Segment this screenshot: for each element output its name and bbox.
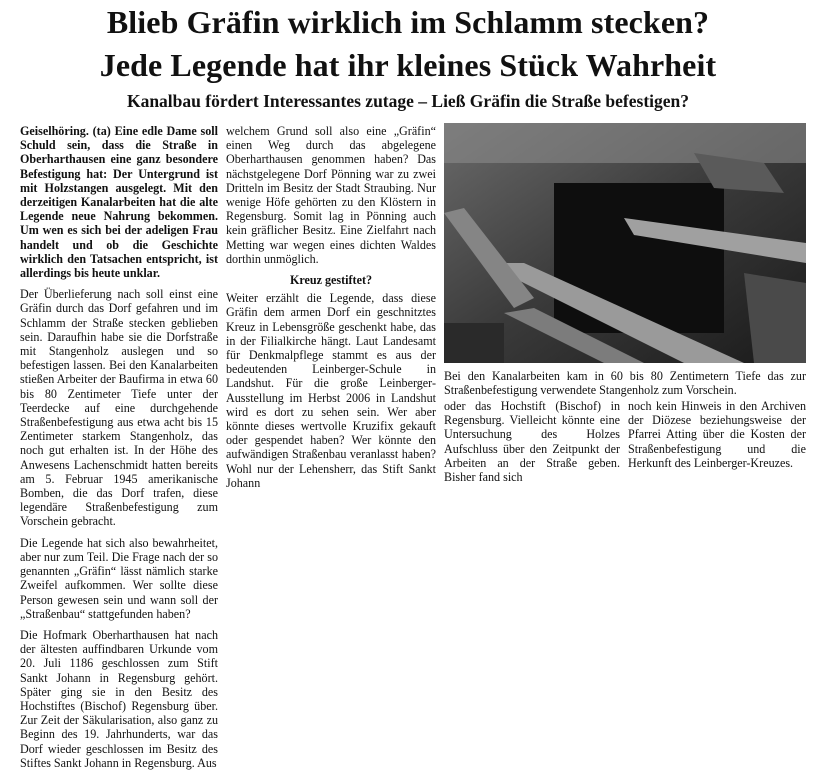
headline-line-2: Jede Legende hat ihr kleines Stück Wahrheit — [99, 47, 717, 83]
body-paragraph: welchem Grund soll also eine „Gräfin“ einen Weg durch das abgelegene Oberharthausen genommen haben? Das nächstgelegene Dorf Pönning war zu zwei Dritteln im Besitz der Stadt Straubing. Nur wenige Höfe gehörten zu den Klöstern in Regensburg. Somit lag in Pönning auch kein gräflicher Besitz. Eine Zielfahrt nach Metting war wegen eines dichten Waldes dorthin unmöglich. — [226, 124, 436, 266]
photo-caption: Bei den Kanalarbeiten kam in 60 bis 80 Zentimetern Tiefe das zur Straßenbefestigung verwendete Stangenholz zum Vorschein. — [444, 369, 806, 398]
body-paragraph: Die Legende hat sich also bewahrheitet, aber nur zum Teil. Die Frage nach der so genannten „Gräfin“ lässt nämlich starke Zweifel aufkommen. Wer sollte diese Person gewesen sein und wann soll der „Straßenbau“ stattgefunden haben? — [20, 535, 218, 621]
article-column-2 — [226, 124, 436, 497]
excavation-photo — [444, 123, 806, 363]
body-paragraph: Der Überlieferung nach soll einst eine Gräfin durch das Dorf gefahren und im Schlamm der Straße stecken geblieben sein. Daraufhin habe sie die Dorfstraße mit Stangenholz auslegen und so befestigen lassen. Bei den Kanalarbeiten stießen Arbeiter der Baufirma in etwa 60 bis 80 Zentimeter Tiefe unter der Teerdecke auf eine durchgehende Straßenbefestigung aus etwa acht bis 15 Zentimeter starkem Stangenholz, das noch gut erhalten ist. In der Höhe des Anwesens Lachenschmidt hatten bereits am 5. Februar 1945 amerikanische Bomben, die das Dorf trafen, diese legendäre Straßenbefestigung zum Vorschein gebracht. — [20, 287, 218, 529]
article-column-3 — [444, 399, 620, 491]
body-paragraph: noch kein Hinweis in den Archiven der Diözese beziehungsweise der Pfarrei Atting über die Kosten der Straßenbefestigung und die Herkunft des Leinberger-Kreuzes. — [628, 399, 806, 470]
excavation-photo-icon — [444, 123, 806, 363]
subheading: Kreuz gestiftet? — [289, 273, 373, 288]
headline-line-1: Blieb Gräfin wirklich im Schlamm stecken? — [106, 4, 710, 40]
body-paragraph: Weiter erzählt die Legende, dass diese Gräfin dem armen Dorf ein geschnitztes Kreuz in Lebensgröße geschenkt habe, das in der Filialkirche hängt. Laut Landesamt für Denkmalpflege stammt es aus der bedeutenden Leinberger-Schule in Landshut. Für die große Leinberger-Ausstellung im Herbst 2006 in Landshut wird es dort zu sehen sein. Wer aber könnte dieses wertvolle Kruzifix gekauft oder gespendet haben? Wer könnte den aufwändigen Straßenbau veranlasst haben? Wohl nur der Lehensherr, das Stift Sankt Johann — [226, 291, 436, 490]
article-column-4 — [628, 399, 806, 477]
lead-paragraph: Geiselhöring. (ta) Eine edle Dame soll Schuld sein, dass die Straße in Oberharthausen eine ganz besondere Befestigung hat: Der Untergrund ist mit Holzstangen ausgelegt. Mit den derzeitigen Kanalarbeiten hat die alte Legende neue Nahrung bekommen. Um wen es sich bei der adeligen Frau handelt und ob die Geschichte wirklich den Tatsachen entspricht, ist allerdings bis heute unklar. — [20, 124, 218, 281]
body-paragraph: oder das Hochstift (Bischof) in Regensburg. Vielleicht könnte eine Untersuchung des Holzes Aufschluss über den Zeitpunkt der Arbeiten an der Straße geben. Bisher fand sich — [444, 399, 620, 485]
subheadline: Kanalbau fördert Interessantes zutage – Ließ Gräfin die Straße befestigen? — [126, 91, 690, 111]
article-column-1 — [20, 124, 218, 777]
body-paragraph: Die Hofmark Oberharthausen hat nach der ältesten auffindbaren Urkunde vom 20. Juli 1186 geschlossen zum Stift Sankt Johann in Regensburg gehört. Später ging sie in den Besitz des Hochstiftes (Bischof) Regensburg über. Zur Zeit der Säkularisation, also ganz zu Beginn des 19. Jahrhunderts, war das Dorf wieder geschlossen im Besitz des Stiftes Sankt Johann in Regensburg. Aus — [20, 627, 218, 770]
